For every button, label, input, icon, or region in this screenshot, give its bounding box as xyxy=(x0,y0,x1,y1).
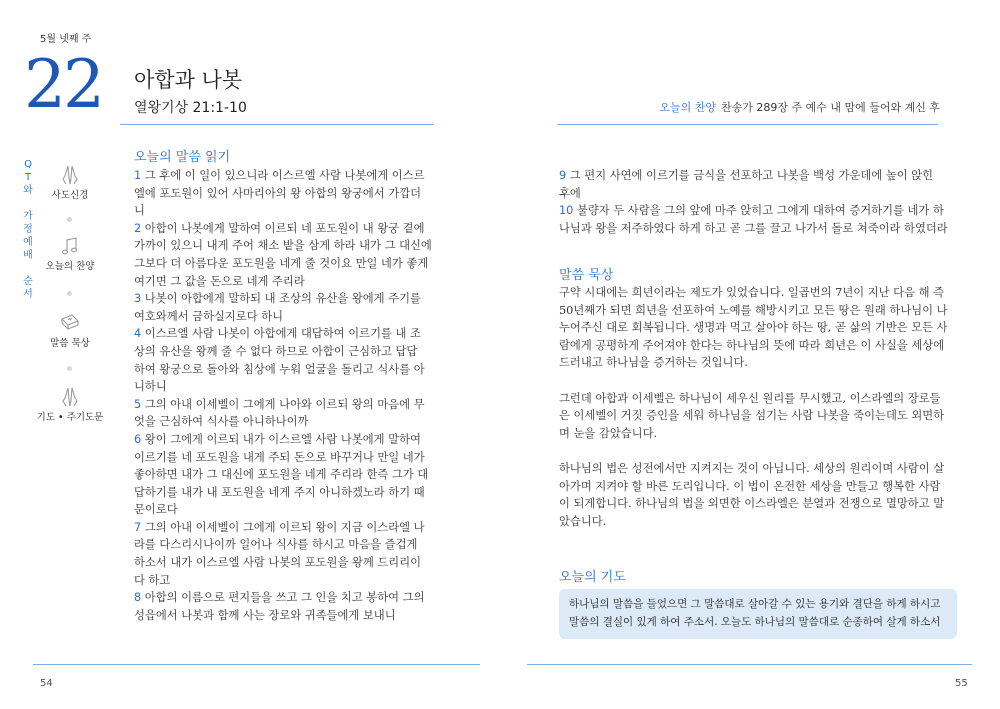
bible-book-icon xyxy=(30,311,110,335)
scripture-line xyxy=(134,220,434,238)
prayer-line: 말씀의 결실이 있게 하여 주소서. 오늘도 하나님의 말씀대로 순종하여 살게 하소서 xyxy=(569,616,941,628)
meditation-line: 50년째가 되면 희년을 선포하여 노예를 해방시키고 모든 땅은 원래 하나님이 나 xyxy=(559,303,948,317)
verse-text: 라를 다스리시나이까 일어나 식사를 하시고 마음을 즐겁게 xyxy=(134,538,418,552)
verse-text: 하여 왕궁으로 돌아와 침상에 누워 얼굴을 돌리고 식사를 아 xyxy=(134,362,425,376)
vertical-label-char: 가 xyxy=(23,211,33,222)
scripture-line xyxy=(134,378,434,396)
verse-text: 이르기를 네 포도원을 내게 주되 돈으로 바꾸거나 만일 네가 xyxy=(134,450,425,464)
verse-number: 9 xyxy=(559,169,570,182)
verse-text: 니하니 xyxy=(134,380,167,394)
scripture-line xyxy=(134,607,434,625)
scripture-line xyxy=(134,519,434,537)
scripture-line xyxy=(559,185,959,203)
verse-text: 여호와께서 금하실지로다 하니 xyxy=(134,309,284,323)
meditation-paragraph xyxy=(559,460,959,530)
verse-text: 그 편지 사연에 이르기를 금식을 선포하고 나봇을 백성 가운데에 높이 앉힌 xyxy=(569,169,934,182)
sidebar-item-label: 사도신경 xyxy=(51,190,89,201)
verse-text: 그의 아내 이세벨이 그에게 이르되 왕이 지금 이스라엘 나 xyxy=(144,520,425,534)
hymn-label: 오늘의 찬양 xyxy=(659,101,717,114)
top-rule-right xyxy=(557,124,938,125)
scripture-line xyxy=(134,361,434,379)
verse-text: 불량자 두 사람을 그의 앞에 마주 앉히고 그에게 대하여 증거하기를 네가 하 xyxy=(576,204,944,218)
verse-text: 그의 아내 이세벨이 그에게 나아와 이르되 왕의 마음에 무 xyxy=(144,397,425,411)
meditation-line: 았습니다. xyxy=(559,514,607,528)
scripture-line xyxy=(134,273,434,291)
scripture-text-right xyxy=(559,167,959,237)
bottom-rule-left xyxy=(33,664,480,665)
verse-text: 하소서 내가 이스르엘 사람 나봇의 포도원을 왕께 드리리이 xyxy=(134,556,422,570)
vertical-label-char: 순 xyxy=(23,276,33,287)
verse-text: 다 하고 xyxy=(134,573,171,587)
sidebar-item-label: 말씀 묵상 xyxy=(50,338,90,349)
prayer-heading: 오늘의 기도 xyxy=(559,570,626,585)
hymn-line xyxy=(659,99,940,115)
scripture-line xyxy=(134,449,434,467)
music-note-icon xyxy=(30,234,110,258)
verse-text: 좋아하면 내가 그 대신에 포도원을 네게 주리라 한즉 그가 대 xyxy=(134,468,429,482)
reading-heading: 오늘의 말씀 읽기 xyxy=(134,150,231,165)
week-label: 5월 넷째 주 xyxy=(40,34,92,45)
bottom-rule-right xyxy=(527,664,972,665)
sidebar-item-creed xyxy=(30,163,110,201)
praying-hands-icon xyxy=(30,163,110,187)
scripture-line xyxy=(134,167,434,185)
sidebar-item-hymn xyxy=(30,234,110,272)
vertical-label-char: Q xyxy=(24,159,32,170)
scripture-line xyxy=(134,325,434,343)
verse-text: 성읍에서 나봇과 함께 사는 장로와 귀족들에게 보내니 xyxy=(134,608,396,622)
scripture-line xyxy=(134,536,434,554)
scripture-line xyxy=(134,431,434,449)
meditation-paragraph xyxy=(559,390,959,443)
top-rule-left xyxy=(120,124,434,125)
page-number-left: 54 xyxy=(40,678,53,689)
verse-number: 2 xyxy=(134,221,145,235)
verse-text: 상의 유산을 왕께 줄 수 없다 하므로 아합이 근심하고 답답 xyxy=(134,344,418,358)
verse-text: 엇을 근심하여 식사를 아니하나이까 xyxy=(134,415,309,429)
meditation-line: 이 되게합니다. 하나님의 법을 외면한 이스라엘은 분열과 전쟁으로 멸망하고 말 xyxy=(559,497,945,511)
vertical-label-char: 정 xyxy=(23,224,33,235)
scripture-text-left xyxy=(134,167,434,624)
verse-text: 나봇이 아합에게 말하되 내 조상의 유산을 왕에게 주기를 xyxy=(144,292,421,306)
meditation-text xyxy=(559,284,959,530)
vertical-label-char: 배 xyxy=(23,250,33,261)
scripture-line xyxy=(559,202,959,220)
sidebar-separator-dot xyxy=(67,217,72,222)
meditation-paragraph xyxy=(559,284,959,372)
meditation-heading: 말씀 묵상 xyxy=(559,268,614,283)
scripture-line xyxy=(134,396,434,414)
verse-text: 후에 xyxy=(559,186,581,200)
scripture-line xyxy=(134,501,434,519)
meditation-line: 하나님의 법은 성전에서만 지켜지는 것이 아닙니다. 세상의 원리이며 사람이 살 xyxy=(559,461,945,475)
scripture-line xyxy=(134,343,434,361)
verse-number: 1 xyxy=(134,169,145,182)
scripture-line xyxy=(134,572,434,590)
hymn-title: 찬송가 289장 주 예수 내 맘에 들어와 계신 후 xyxy=(721,101,940,114)
verse-number: 4 xyxy=(134,327,145,341)
verse-text: 그보다 더 아름다운 포도원을 네게 줄 것이요 만일 네가 좋게 xyxy=(134,256,429,270)
scripture-line xyxy=(134,589,434,607)
verse-text: 답하기를 내가 내 포도원을 네게 주지 아니하겠노라 하기 때 xyxy=(134,485,425,499)
scripture-line xyxy=(134,255,434,273)
vertical-label-char: T xyxy=(24,172,32,183)
sidebar-item-label: 오늘의 찬양 xyxy=(45,261,95,272)
day-number: 22 xyxy=(24,46,102,123)
verse-text: 가까이 있으니 내게 주어 채소 밭을 삼게 하라 내가 그 대신에 xyxy=(134,239,432,253)
meditation-line: 며 눈을 감았습니다. xyxy=(559,426,658,440)
scripture-line xyxy=(134,185,434,203)
scripture-line xyxy=(134,466,434,484)
scripture-line xyxy=(134,202,434,220)
scripture-line xyxy=(134,413,434,431)
sidebar-item-label: 기도 • 주기도문 xyxy=(36,412,104,423)
prayer-line: 하나님의 말씀을 들었으면 그 말씀대로 살아갈 수 있는 용기와 결단을 하게 하시고 xyxy=(569,598,941,610)
verse-text: 아합의 이름으로 편지들을 쓰고 그 인을 치고 봉하여 그의 xyxy=(144,591,425,605)
meditation-line: 드러내고 하나님을 증거하는 것입니다. xyxy=(559,356,748,370)
verse-number: 3 xyxy=(134,292,145,306)
meditation-line: 은 이세벨이 거짓 증인을 세워 하나님을 섬기는 사람 나봇을 죽이는데도 외면하 xyxy=(559,409,945,423)
sidebar-separator-dot xyxy=(67,291,72,296)
verse-number: 8 xyxy=(134,591,145,605)
verse-number: 10 xyxy=(559,204,577,218)
scripture-line xyxy=(134,484,434,502)
verse-text: 그 후에 이 일이 있으니라 이스르엘 사람 나봇에게 이스르 xyxy=(144,169,425,182)
verse-text: 니 xyxy=(134,204,145,218)
meditation-line: 아가며 지켜야 할 바른 도리입니다. 이 법이 온전한 세상을 만들고 행복한 사람 xyxy=(559,479,941,493)
verse-text: 엘에 포도원이 있어 사마리아의 왕 아합의 왕궁에서 가깝더 xyxy=(134,186,422,200)
meditation-line: 구약 시대에는 희년이라는 제도가 있었습니다. 일곱번의 7년이 지난 다음 해 즉 xyxy=(559,286,944,299)
sidebar-item-meditation xyxy=(30,311,110,349)
verse-text: 이스르엘 사람 나봇이 아합에게 대답하여 이르기를 내 조 xyxy=(144,327,421,341)
vertical-label-char: 예 xyxy=(23,237,33,248)
vertical-label-char: 서 xyxy=(23,289,33,300)
praying-hands-icon xyxy=(30,385,110,409)
verse-number: 6 xyxy=(134,432,145,446)
meditation-line: 그런데 아합과 이세벨은 하나님이 세우신 원리를 무시했고, 이스라엘의 장로들 xyxy=(559,391,941,405)
scripture-line xyxy=(559,167,959,185)
prayer-box xyxy=(559,589,957,639)
scripture-reference: 열왕기상 21:1-10 xyxy=(134,100,247,116)
page-number-right: 55 xyxy=(955,678,968,689)
verse-text: 나님과 왕을 저주하였다 하게 하고 곧 그를 끌고 나가서 돌로 쳐죽이라 하였더라 xyxy=(559,221,948,235)
sidebar-separator-dot xyxy=(67,366,72,371)
sidebar-item-prayer xyxy=(30,385,110,423)
verse-text: 왕이 그에게 이르되 내가 이스르엘 사람 나봇에게 말하여 xyxy=(144,432,421,446)
scripture-line xyxy=(134,554,434,572)
verse-number: 7 xyxy=(134,520,145,534)
meditation-line: 누어주신 대로 회복됩니다. 생명과 먹고 살아야 하는 땅, 곧 삶의 기반은 모든 사 xyxy=(559,321,948,335)
scripture-line xyxy=(134,308,434,326)
meditation-line: 람에게 공평하게 주어져야 한다는 하나님의 뜻에 따라 희년은 이 사실을 세상에 xyxy=(559,338,945,352)
verse-text: 여기면 그 값을 돈으로 네게 주리라 xyxy=(134,274,305,288)
verse-text: 문이로다 xyxy=(134,503,178,517)
scripture-line xyxy=(134,290,434,308)
vertical-label-char: 와 xyxy=(23,185,33,196)
page-title: 아합과 나봇 xyxy=(134,68,243,92)
scripture-line xyxy=(559,220,959,238)
scripture-line xyxy=(134,237,434,255)
verse-number: 5 xyxy=(134,397,145,411)
verse-text: 아합이 나봇에게 말하여 이르되 네 포도원이 내 왕궁 곁에 xyxy=(144,221,425,235)
